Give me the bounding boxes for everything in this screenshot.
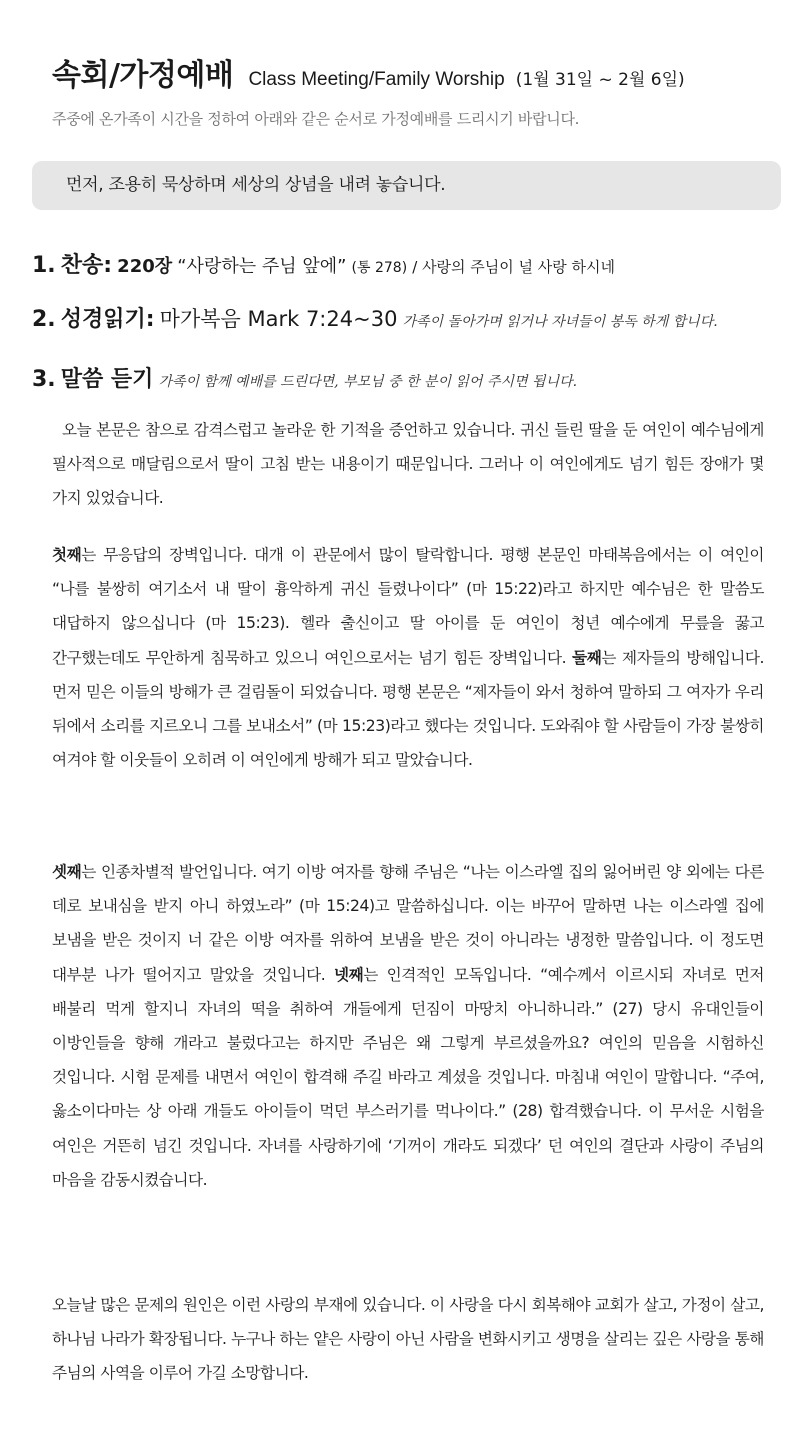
sermon-text: 는 제자들의 방해입니다. 먼저 믿은 이들의 방해가 큰 걸림돌이 되었습니다. 평행 본문은 “제자들이 와서 청하여 말하되 그 여자가 우리 뒤에서 소리를 지르오니 그를 보내소서” (마 15:23)라고 했다는 것입니다. 도와줘야 할 사람들이 가장 불쌍히 여겨야 할 이웃들이 오히려 이 여인에게 방해가 되고 말았습니다.: [52, 648, 764, 770]
sermon-paragraph-4: [52, 1288, 764, 1391]
order-item-reading: [32, 302, 718, 333]
order-item-sermon: [32, 362, 577, 393]
hymn-title: “사랑하는 주님 앞에”: [177, 256, 347, 277]
order-number: 3.: [32, 367, 56, 392]
date-range: (1월 31일 ~ 2월 6일): [515, 70, 685, 90]
sermon-text: 오늘 본문은 참으로 감격스럽고 놀라운 한 기적을 증언하고 있습니다. 귀신 들린 딸을 둔 여인이 예수님에게 필사적으로 매달림으로서 딸이 고침 받는 내용이기 때문입니다. 그러나 이 여인에게도 넘기 힘든 장애가 몇 가지 있었습니다.: [52, 421, 764, 508]
sermon-paragraph-2: [52, 538, 764, 777]
sermon-paragraph-1: [52, 413, 764, 516]
order-label: 찬송:: [60, 253, 113, 278]
sermon-note: 가족이 함께 예배를 드린다면, 부모님 중 한 분이 읽어 주시면 됩니다.: [158, 374, 578, 390]
hymn-number: 220장: [117, 256, 173, 277]
order-item-hymn: [32, 248, 615, 279]
scripture-passage: 마가복음 Mark 7:24~30: [159, 307, 398, 331]
reading-note: 가족이 돌아가며 읽거나 자녀들이 봉독 하게 합니다.: [402, 314, 718, 330]
sermon-text: 오늘날 많은 문제의 원인은 이런 사랑의 부재에 있습니다. 이 사랑을 다시 회복해야 교회가 살고, 가정이 살고, 하나님 나라가 확장됩니다. 누구나 하는 얕은 사랑이 아닌 사람을 변화시키고 생명을 살리는 깊은 사랑을 통해 주님의 사역을 이루어 가길 소망합니다.: [52, 1296, 764, 1383]
order-number: 1.: [32, 253, 56, 278]
page-title-english: Class Meeting/Family Worship: [248, 69, 505, 90]
order-label: 성경읽기:: [60, 307, 155, 332]
meditation-banner: [32, 161, 781, 210]
sermon-text: 는 무응답의 장벽입니다. 대개 이 관문에서 많이 탈락합니다. 평행 본문인 마태복음에서는 이 여인이 “나를 불쌍히 여기소서 내 딸이 흉악하게 귀신 들렸나이다” (마 15:22)라고 하지만 예수님은 한 말씀도 대답하지 않으십니다 (마 15:23). 헬라 출신이고 딸 아이를 둔 여인이 청년 예수에게 무릎을 꿇고 간구했는데도 무안하게 침묵하고 있으니 여인으로서는 넘기 힘든 장벽입니다.: [52, 546, 764, 667]
page-header: [52, 50, 782, 94]
sermon-text: 는 인종차별적 발언입니다. 여기 이방 여자를 향해 주님은 “나는 이스라엘 집의 잃어버린 양 외에는 다른 데로 보내심을 받지 아니 하였노라” (마 15:24)고 말씀하십니다. 이는 바꾸어 말하면 나는 이스라엘 집에 보냄을 받은 것이지 너 같은 이방 여자를 위하여 보냄을 받은 것이 아니라는 냉정한 말씀입니다. 이 정도면 대부분 나가 떨어지고 말았을 것입니다.: [52, 863, 764, 984]
point-third-label: 셋째: [52, 863, 82, 881]
page-title: 속회/가정예배: [52, 58, 234, 93]
point-first-label: 첫째: [52, 546, 82, 564]
hymn-first-line: / 사랑의 주님이 널 사랑 하시네: [412, 258, 616, 276]
sermon-text: 는 인격적인 모독입니다. “예수께서 이르시되 자녀로 먼저 배불리 먹게 할지니 자녀의 떡을 취하여 개들에게 던짐이 마땅치 아니하니라.” (27) 당시 유대인들이 이방인들을 향해 개라고 불렀다고는 하지만 주님은 왜 그렇게 부르셨을까요? 여인의 믿음을 시험하신 것입니다. 시험 문제를 내면서 여인이 합격해 주길 바라고 계셨을 것입니다. 마침내 여인이 말합니다. “주여, 옳소이다마는 상 아래 개들도 아이들이 먹던 부스러기를 먹나이다.” (28) 합격했습니다. 이 무서운 시험을 여인은 거뜬히 넘긴 것입니다. 자녀를 사랑하기에 ‘기꺼이 개라도 되겠다’ 던 여인의 결단과 사랑이 주님의 마음을 감동시켰습니다.: [52, 965, 764, 1189]
sermon-paragraph-3: [52, 855, 764, 1197]
page-subtitle: 주중에 온가족이 시간을 정하여 아래와 같은 순서로 가정예배를 드리시기 바랍니다.: [52, 110, 580, 128]
meditation-banner-text: 먼저, 조용히 묵상하며 세상의 상념을 내려 놓습니다.: [66, 175, 446, 195]
point-second-label: 둘째: [572, 648, 602, 667]
order-number: 2.: [32, 307, 56, 332]
order-label: 말씀 듣기: [60, 367, 154, 392]
point-fourth-label: 넷째: [334, 965, 364, 984]
hymn-alt-number: (통 278): [351, 260, 408, 276]
